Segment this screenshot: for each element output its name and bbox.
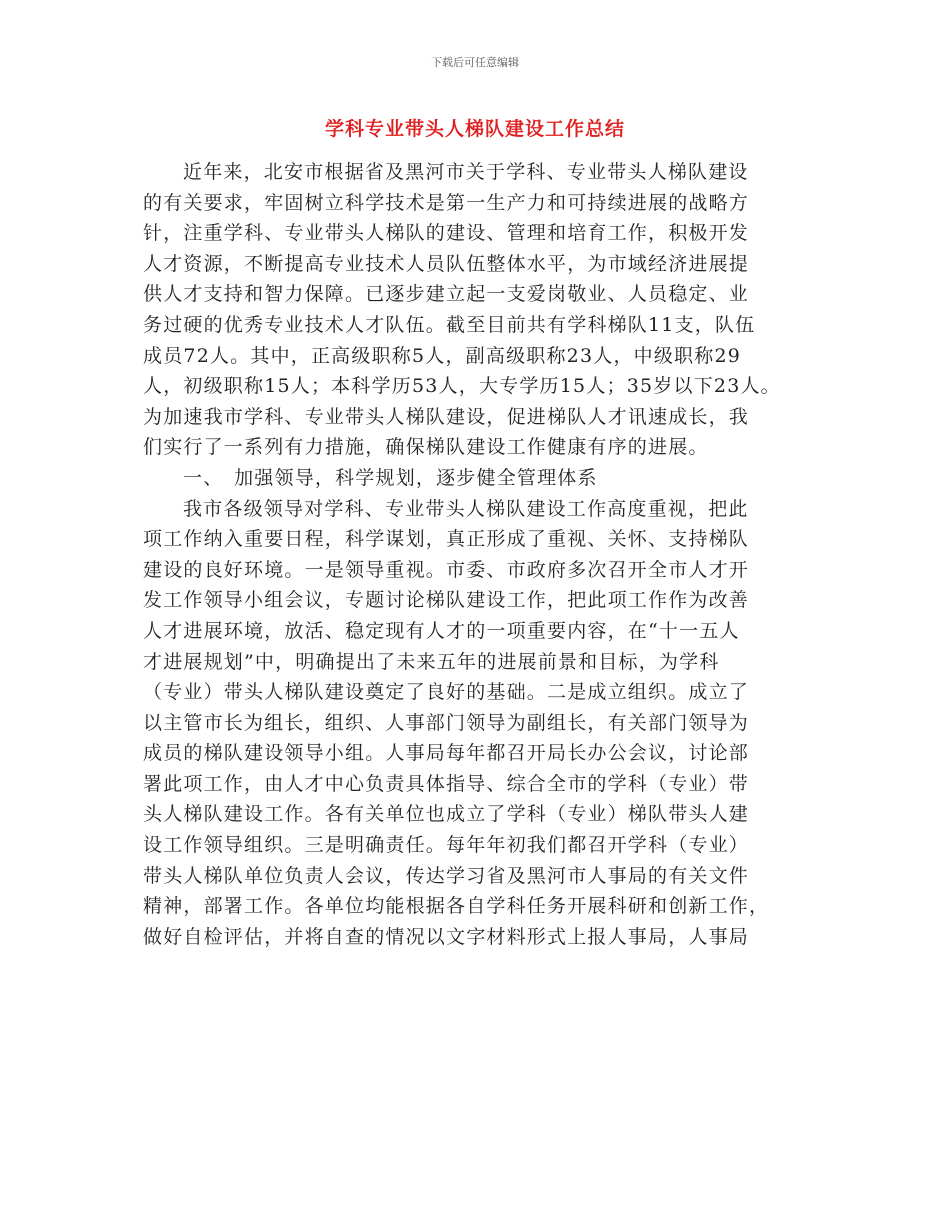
paragraph-line: 头人梯队建设工作。各有关单位也成立了学科（专业）梯队带头人建 [143,803,750,826]
paragraph-line: （专业）带头人梯队建设奠定了良好的基础。二是成立组织。成立了 [143,681,750,704]
paragraph-line: 针，注重学科、专业带头人梯队的建设、管理和培育工作，积极开发 [143,222,750,245]
paragraph-line: 署此项工作，由人才中心负责具体指导、综合全市的学科（专业）带 [143,772,750,795]
paragraph-line: 成员72人。其中，正高级职称5人，副高级职称23人，中级职称29 [143,344,742,367]
paragraph-line: 们实行了一系列有力措施，确保梯队建设工作健康有序的进展。 [143,436,709,459]
paragraph-line: 才进展规划”中，明确提出了未来五年的进展前景和目标，为学科 [143,650,720,673]
paragraph-line: 为加速我市学科、专业带头人梯队建设，促进梯队人才讯速成长，我 [143,405,750,428]
paragraph-line: 设工作领导组织。三是明确责任。每年年初我们都召开学科（专业） [143,834,750,857]
document-body [143,157,843,952]
paragraph-line: 以主管市长为组长，组织、人事部门领导为副组长，有关部门领导为 [143,711,750,734]
paragraph-line: 发工作领导小组会议，专题讨论梯队建设工作，把此项工作作为改善 [143,589,750,612]
paragraph-line: 项工作纳入重要日程，科学谋划，真正形成了重视、关怀、支持梯队 [143,528,750,551]
paragraph-line: 建设的良好环境。一是领导重视。市委、市政府多次召开全市人才开 [143,558,750,581]
paragraph-line: 的有关要求，牢固树立科学技术是第一生产力和可持续进展的战略方 [143,191,750,214]
paragraph-line: 人才进展环境，放活、稳定现有人才的一项重要内容，在“十一五人 [143,619,740,642]
paragraph-line: 人才资源，不断提高专业技术人员队伍整体水平，为市域经济进展提 [143,252,750,275]
paragraph-line: 做好自检评估，并将自查的情况以文字材料形式上报人事局，人事局 [143,925,750,948]
paragraph-line: 供人才支持和智力保障。已逐步建立起一支爱岗敬业、人员稳定、业 [143,283,750,306]
header-note: 下载后可任意编辑 [431,56,519,69]
paragraph-line: 我市各级领导对学科、专业带头人梯队建设工作高度重视，把此 [183,497,749,520]
paragraph-line: 近年来，北安市根据省及黑河市关于学科、专业带头人梯队建设 [183,161,749,183]
paragraph-line: 务过硬的优秀专业技术人才队伍。截至目前共有学科梯队11支，队伍 [143,313,756,336]
paragraph-line: 精神，部署工作。各单位均能根据各自学科任务开展科研和创新工作， [143,895,770,918]
paragraph-line: 人，初级职称15人；本科学历53人，大专学历15人；35岁以下23人。 [143,375,781,398]
paragraph-line: 成员的梯队建设领导小组。人事局每年都召开局长办公会议，讨论部 [143,742,750,765]
document-title: 学科专业带头人梯队建设工作总结 [324,118,625,140]
section-heading: 一、 加强领导，科学规划，逐步健全管理体系 [183,466,598,489]
paragraph-line: 带头人梯队单位负责人会议，传达学习省及黑河市人事局的有关文件 [143,864,750,887]
